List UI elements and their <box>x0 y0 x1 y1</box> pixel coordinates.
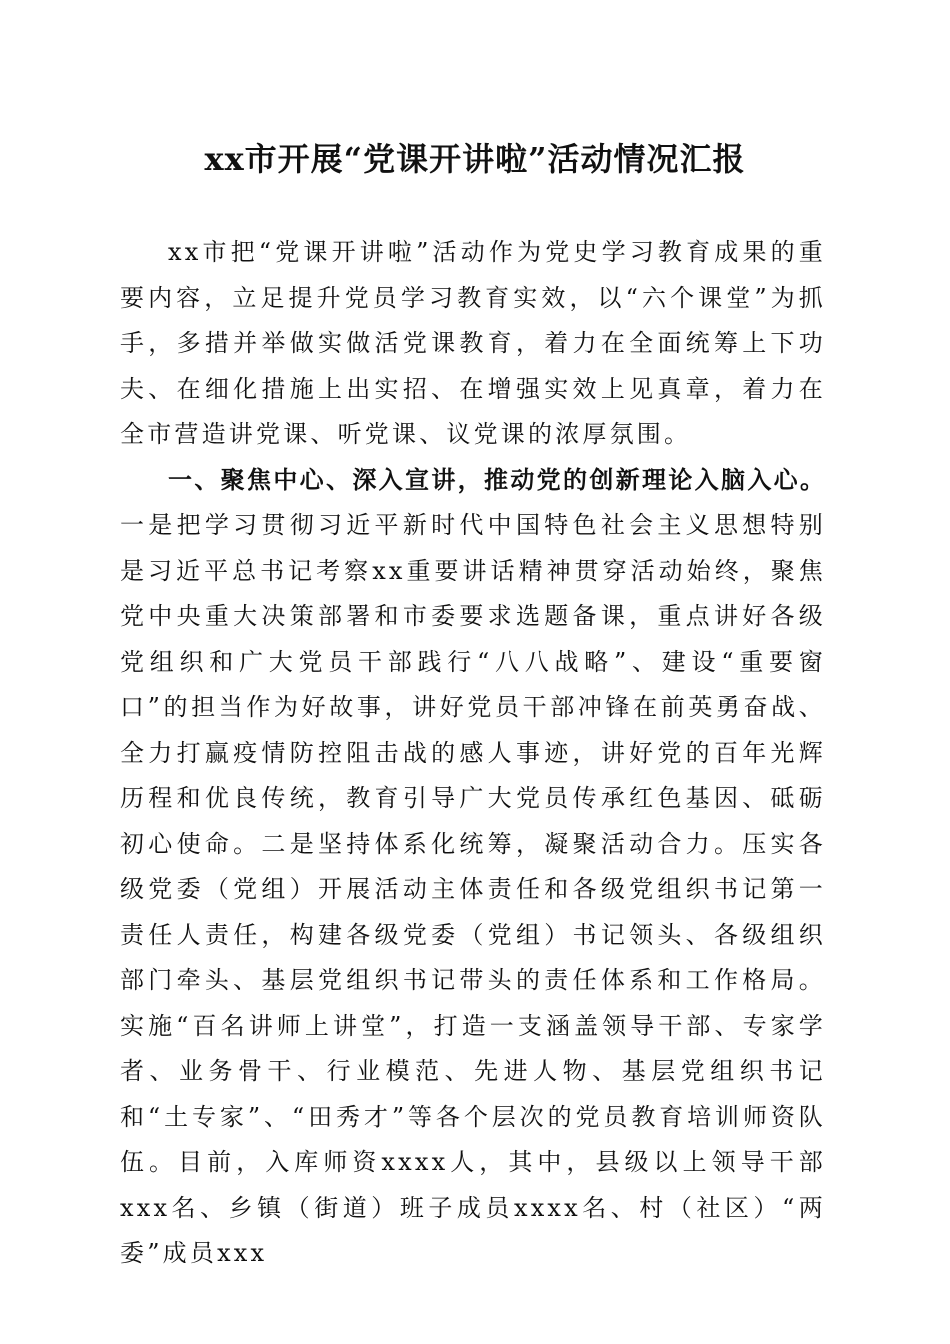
section-one-heading: 一、聚焦中心、深入宣讲，推动党的创新理论入脑入心。 <box>168 465 826 494</box>
document-title: xx市开展“党课开讲啦”活动情况汇报 <box>204 140 746 178</box>
document-body <box>120 230 826 1277</box>
section-one-text: 一是把学习贯彻习近平新时代中国特色社会主义思想特别是习近平总书记考察xx重要讲话精神贯穿活动始终，聚焦党中央重大决策部署和市委要求选题备课，重点讲好各级党组织和广大党员干部践行“八八战略”、建设“重要窗口”的担当作为好故事，讲好党员干部冲锋在前英勇奋战、全力打赢疫情防控阻击战的感人事迹，讲好党的百年光辉历程和优良传统，教育引导广大党员传承红色基因、砥砺初心使命。二是坚持体系化统筹，凝聚活动合力。压实各级党委（党组）开展活动主体责任和各级党组织书记第一责任人责任，构建各级党委（党组）书记领头、各级组织部门牵头、基层党组织书记带头的责任体系和工作格局。实施“百名讲师上讲堂”，打造一支涵盖领导干部、专家学者、业务骨干、行业模范、先进人物、基层党组织书记和“土专家”、“田秀才”等各个层次的党员教育培训师资队伍。目前，入库师资xxxx人，其中，县级以上领导干部xxx名、乡镇（街道）班子成员xxxx名、村（社区）“两委”成员xxx <box>120 511 826 1267</box>
intro-paragraph <box>120 230 826 458</box>
intro-paragraph-text: xx市把“党课开讲啦”活动作为党史学习教育成果的重要内容，立足提升党员学习教育实效，以“六个课堂”为抓手，多措并举做实做活党课教育，着力在全面统筹上下功夫、在细化措施上出实招、在增强实效上见真章，着力在全市营造讲党课、听党课、议党课的浓厚氛围。 <box>120 238 826 448</box>
section-one-paragraph <box>120 458 826 1277</box>
